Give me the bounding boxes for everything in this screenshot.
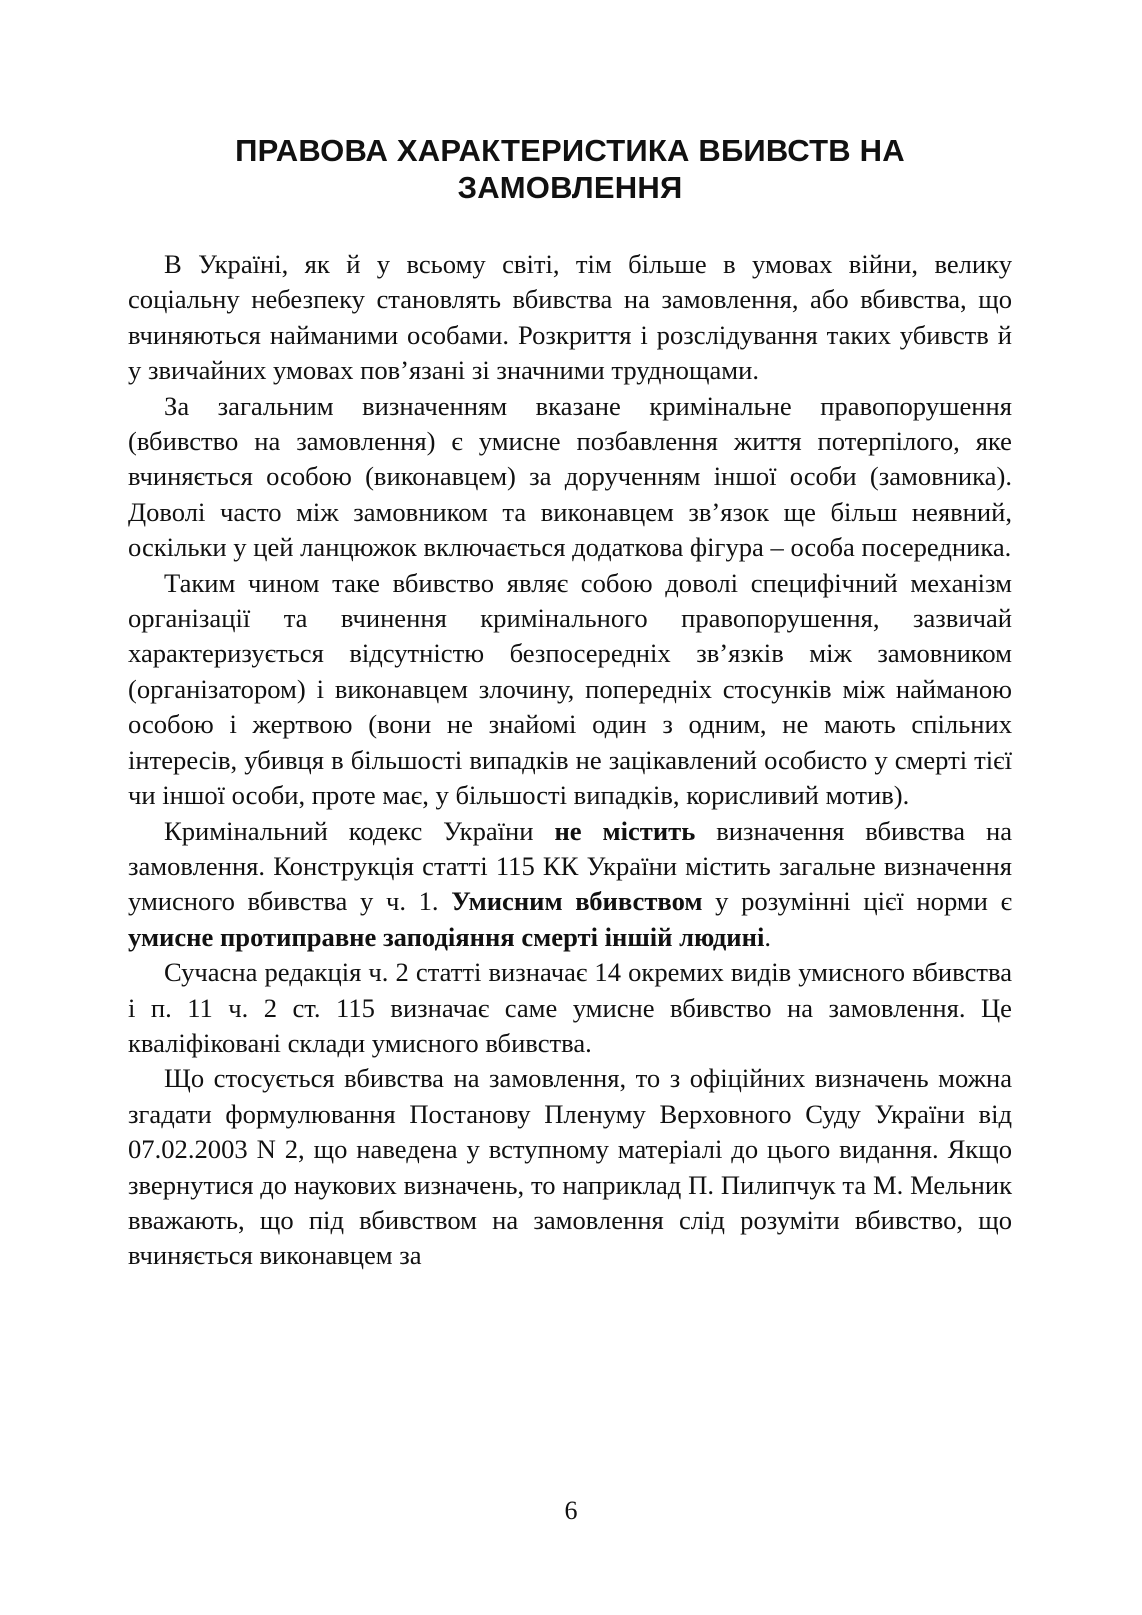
title-line-1: ПРАВОВА ХАРАКТЕРИСТИКА ВБИВСТВ НА [235,133,905,168]
paragraph-4-bold-3: умисне протиправне заподіяння смерті іншій людині [128,921,765,952]
paragraph-4-text-4: . [764,921,771,952]
paragraph-3: Таким чином таке вбивство являє собою доволі специфічний механізм організації та вчинення кримінального правопорушення, зазвичай характеризується відсутністю безпосередніх зв’язків між замовником (організатором) і виконавцем злочину, попередніх стосунків між найманою особою і жертвою (вони не знайомі один з одним, не мають спільних інтересів, убивця в більшості випадків не зацікавлений особисто у смерті тієї чи іншої особи, проте має, у більшості випадків, корисливий мотив). [128,567,1012,811]
body-text [128,247,1012,1274]
paragraph-6: Що стосується вбивства на замовлення, то з офіційних визначень можна згадати формулювання Постанову Пленуму Верховного Суду України від 07.02.2003 N 2, що наведена у вступному матеріалі до цього видання. Якщо звернутися до наукових визначень, то наприклад П. Пилипчук та М. Мельник вважають, що під вбивством на замовлення слід розуміти вбивство, що вчиняється виконавцем за [128,1063,1012,1271]
page-number: 6 [564,1496,578,1525]
paragraph-2: За загальним визначенням вказане кримінальне правопорушення (вбивство на замовлення) є умисне позбавлення життя потерпілого, яке вчиняється особою (виконавцем) за дорученням іншої особи (замовника). Доволі часто між замовником та виконавцем зв’язок ще більш неявний, оскільки у цей ланцюжок включається додаткова фігура – особа посередника. [128,390,1012,563]
paragraph-4-bold-1: не містить [554,815,696,846]
paragraph-4-text-2: визначення вбивства на замовлення. Конструкція статті 115 КК України містить загальне визначення умисного вбивства у ч. 1. [128,815,1012,917]
paragraph-4 [128,814,1012,956]
paragraph-1: В Україні, як й у всьому світі, тім більше в умовах війни, велику соціальну небезпеку становлять вбивства на замовлення, або вбивства, що вчиняються найманими особами. Розкриття і розслідування таких убивств й у звичайних умовах пов’язані зі значними труднощами. [128,249,1012,386]
paragraph-4-bold-2: Умисним вбивством [451,886,703,917]
paragraph-4-text-1: Кримінальний кодекс України [164,815,555,846]
title-line-2: ЗАМОВЛЕННЯ [457,170,683,205]
paragraph-4-text-3: у розумінні цієї норми є [702,886,1012,917]
page-title [128,132,1012,206]
paragraph-5: Сучасна редакція ч. 2 статті визначає 14 окремих видів умисного вбивства і п. 11 ч. 2 ст. 115 визначає саме умисне вбивство на замовлення. Це кваліфіковані склади умисного вбивства. [128,957,1012,1058]
